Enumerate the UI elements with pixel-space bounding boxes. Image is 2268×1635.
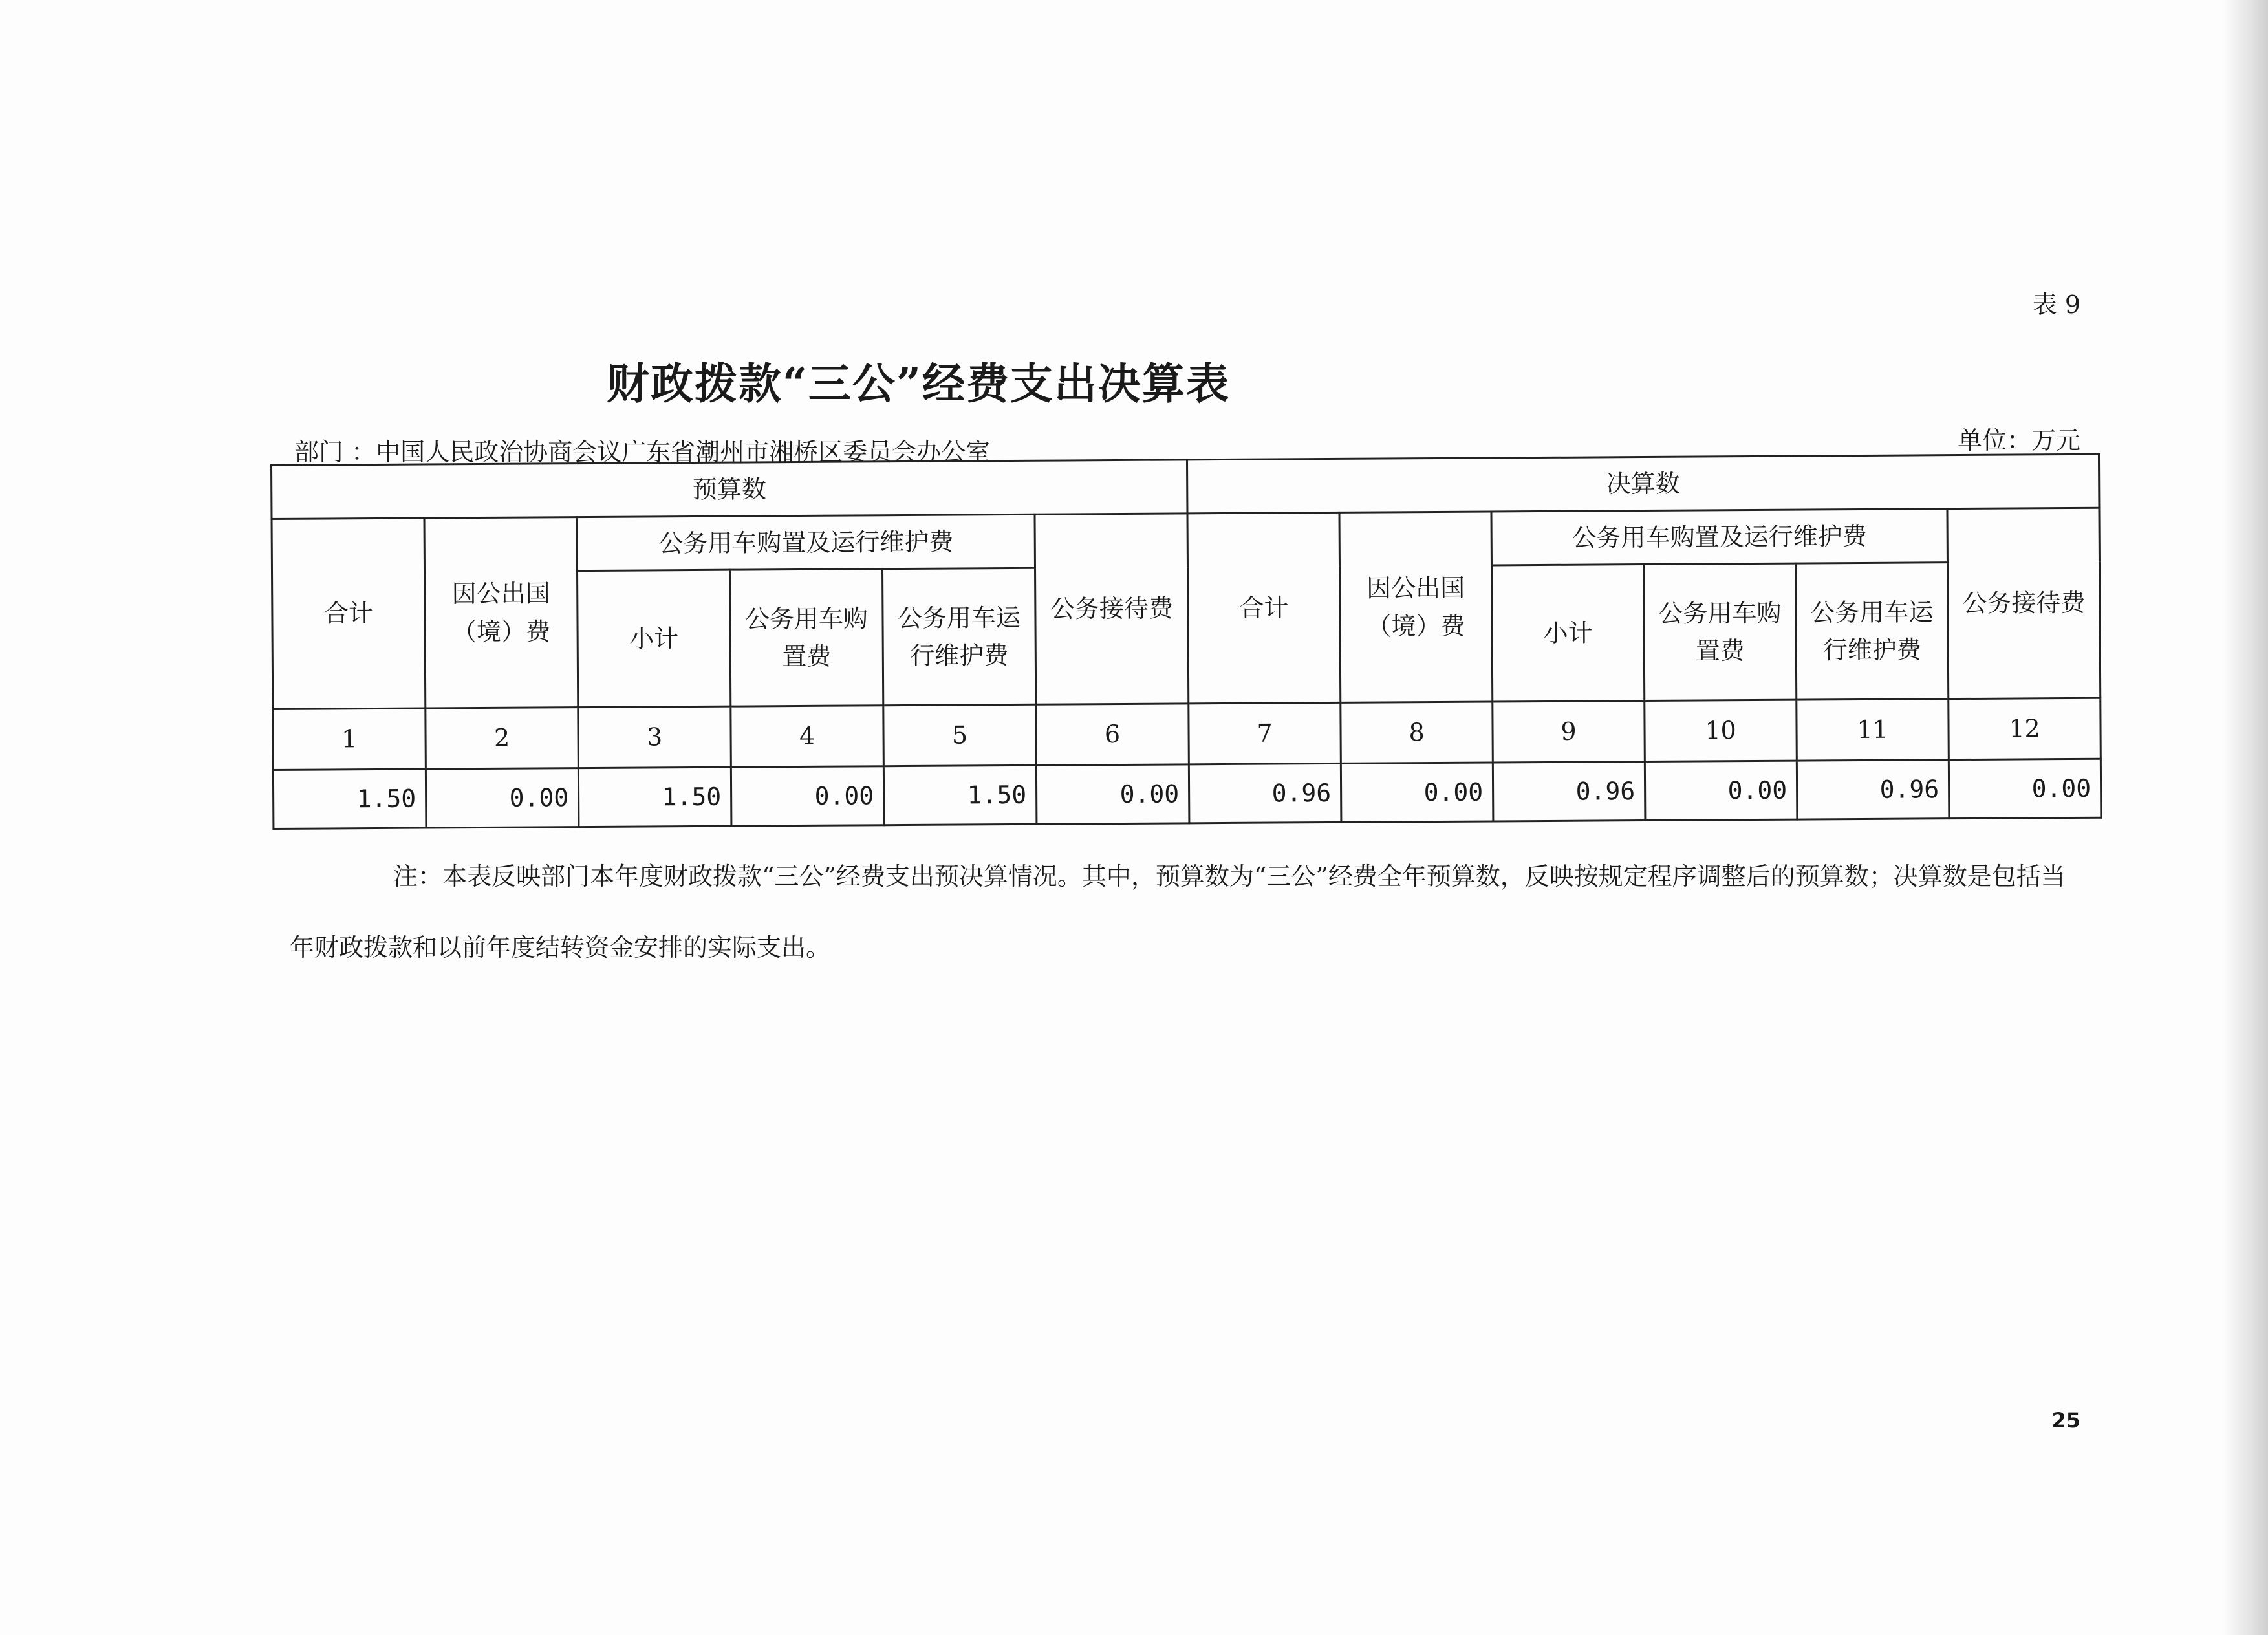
value-cell: 0.96 [1797, 760, 1949, 819]
page-number: 25 [2051, 1408, 2080, 1433]
expenditure-table [270, 453, 2102, 830]
column-number: 4 [731, 706, 884, 767]
department-label: 部门 ：中国人民政治协商会议广东省潮州市湘桥区委员会办公室 [294, 438, 991, 466]
column-number: 12 [1949, 698, 2101, 760]
value-cell: 0.96 [1493, 762, 1645, 821]
column-number: 10 [1645, 700, 1797, 762]
header-budget-car-operation: 公务用车运行维护费 [883, 568, 1036, 706]
header-final: 决算数 [1187, 454, 2099, 514]
column-number: 8 [1341, 702, 1493, 763]
value-cell: 0.00 [1645, 761, 1797, 820]
value-cell: 0.96 [1189, 764, 1341, 823]
column-number: 3 [578, 707, 731, 768]
header-final-car-operation: 公务用车运行维护费 [1795, 563, 1948, 700]
header-budget-total: 合计 [272, 518, 426, 709]
header-budget-car-group: 公务用车购置及运行维护费 [577, 514, 1035, 570]
scan-edge [2223, 0, 2268, 1635]
page-title: 财政拨款“三公”经费支出决算表 [607, 358, 1230, 409]
header-budget: 预算数 [272, 460, 1187, 519]
value-cell: 0.00 [1341, 763, 1493, 822]
unit-label: 单位：万元 [1957, 426, 2080, 455]
header-budget-abroad: 因公出国（境）费 [424, 517, 578, 709]
value-cell: 1.50 [883, 766, 1037, 825]
header-final-reception: 公务接待费 [1947, 508, 2101, 699]
header-budget-reception: 公务接待费 [1035, 514, 1189, 705]
header-final-subtotal: 小计 [1492, 565, 1645, 702]
column-number: 11 [1797, 699, 1949, 761]
column-number: 7 [1189, 703, 1341, 764]
value-cell: 0.00 [426, 768, 579, 828]
value-cell: 1.50 [273, 769, 426, 828]
column-number: 1 [273, 709, 426, 770]
value-cell: 1.50 [578, 767, 731, 827]
column-number: 9 [1493, 701, 1645, 763]
column-number: 6 [1036, 704, 1189, 765]
header-final-car-group: 公务用车购置及运行维护费 [1491, 509, 1947, 565]
table-note: 注：本表反映部门本年度财政拨款“三公”经费支出预决算情况。其中，预算数为“三公”经费全年预算数，反映按规定程序调整后的预算数；决算数是包括当年财政拨款和以前年度结转资金安排的实际支出。 [290, 862, 2066, 962]
table-number: 表 9 [2032, 290, 2080, 319]
value-cell: 0.00 [731, 766, 884, 826]
header-final-car-purchase: 公务用车购置费 [1644, 563, 1797, 701]
value-cell: 0.00 [1949, 759, 2101, 819]
header-final-abroad: 因公出国（境）费 [1339, 512, 1493, 703]
value-cell: 0.00 [1036, 764, 1189, 824]
header-budget-car-purchase: 公务用车购置费 [730, 569, 883, 707]
header-budget-subtotal: 小计 [578, 570, 731, 708]
column-number: 5 [883, 705, 1037, 766]
header-final-total: 合计 [1187, 513, 1341, 704]
column-number: 2 [426, 708, 579, 769]
